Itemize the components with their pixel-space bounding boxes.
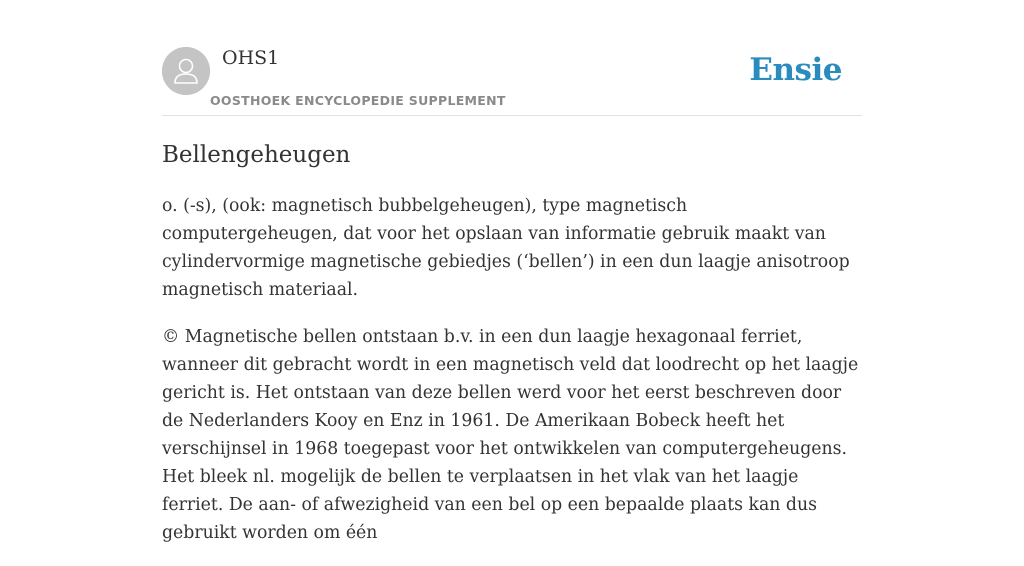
article-title: Bellengeheugen (162, 142, 351, 168)
user-icon[interactable] (162, 47, 210, 95)
article-body (162, 192, 862, 566)
source-label[interactable]: OOSTHOEK ENCYCLOPEDIE SUPPLEMENT (210, 93, 506, 108)
article-paragraph: o. (-s), (ook: magnetisch bubbelgeheugen), type magnetisch computergeheugen, dat voor het opslaan van informatie gebruik maakt van cylindervormige magnetische gebiedjes (‘bellen’) in een dun laagje anisotroop magnetisch materiaal. (162, 196, 850, 300)
site-logo[interactable]: Ensie (749, 52, 842, 88)
author-name[interactable]: OHS1 (222, 47, 280, 69)
article-header (162, 0, 862, 116)
article-paragraph: © Magnetische bellen ontstaan b.v. in een dun laagje hexagonaal ferriet, wanneer dit gebracht wordt in een magnetisch veld dat loodrecht op het laagje gericht is. Het ontstaan van deze bellen werd voor het eerst beschreven door de Nederlanders Kooy en Enz in 1961. De Amerikaan Bobeck heeft het verschijnsel in 1968 toegepast voor het ontwikkelen van computergeheugens. Het bleek nl. mogelijk de bellen te verplaatsen in het vlak van het laagje ferriet. De aan- of afwezigheid van een bel op een bepaalde plaats kan dus gebruikt worden om één (162, 327, 859, 543)
content-column (162, 0, 862, 543)
